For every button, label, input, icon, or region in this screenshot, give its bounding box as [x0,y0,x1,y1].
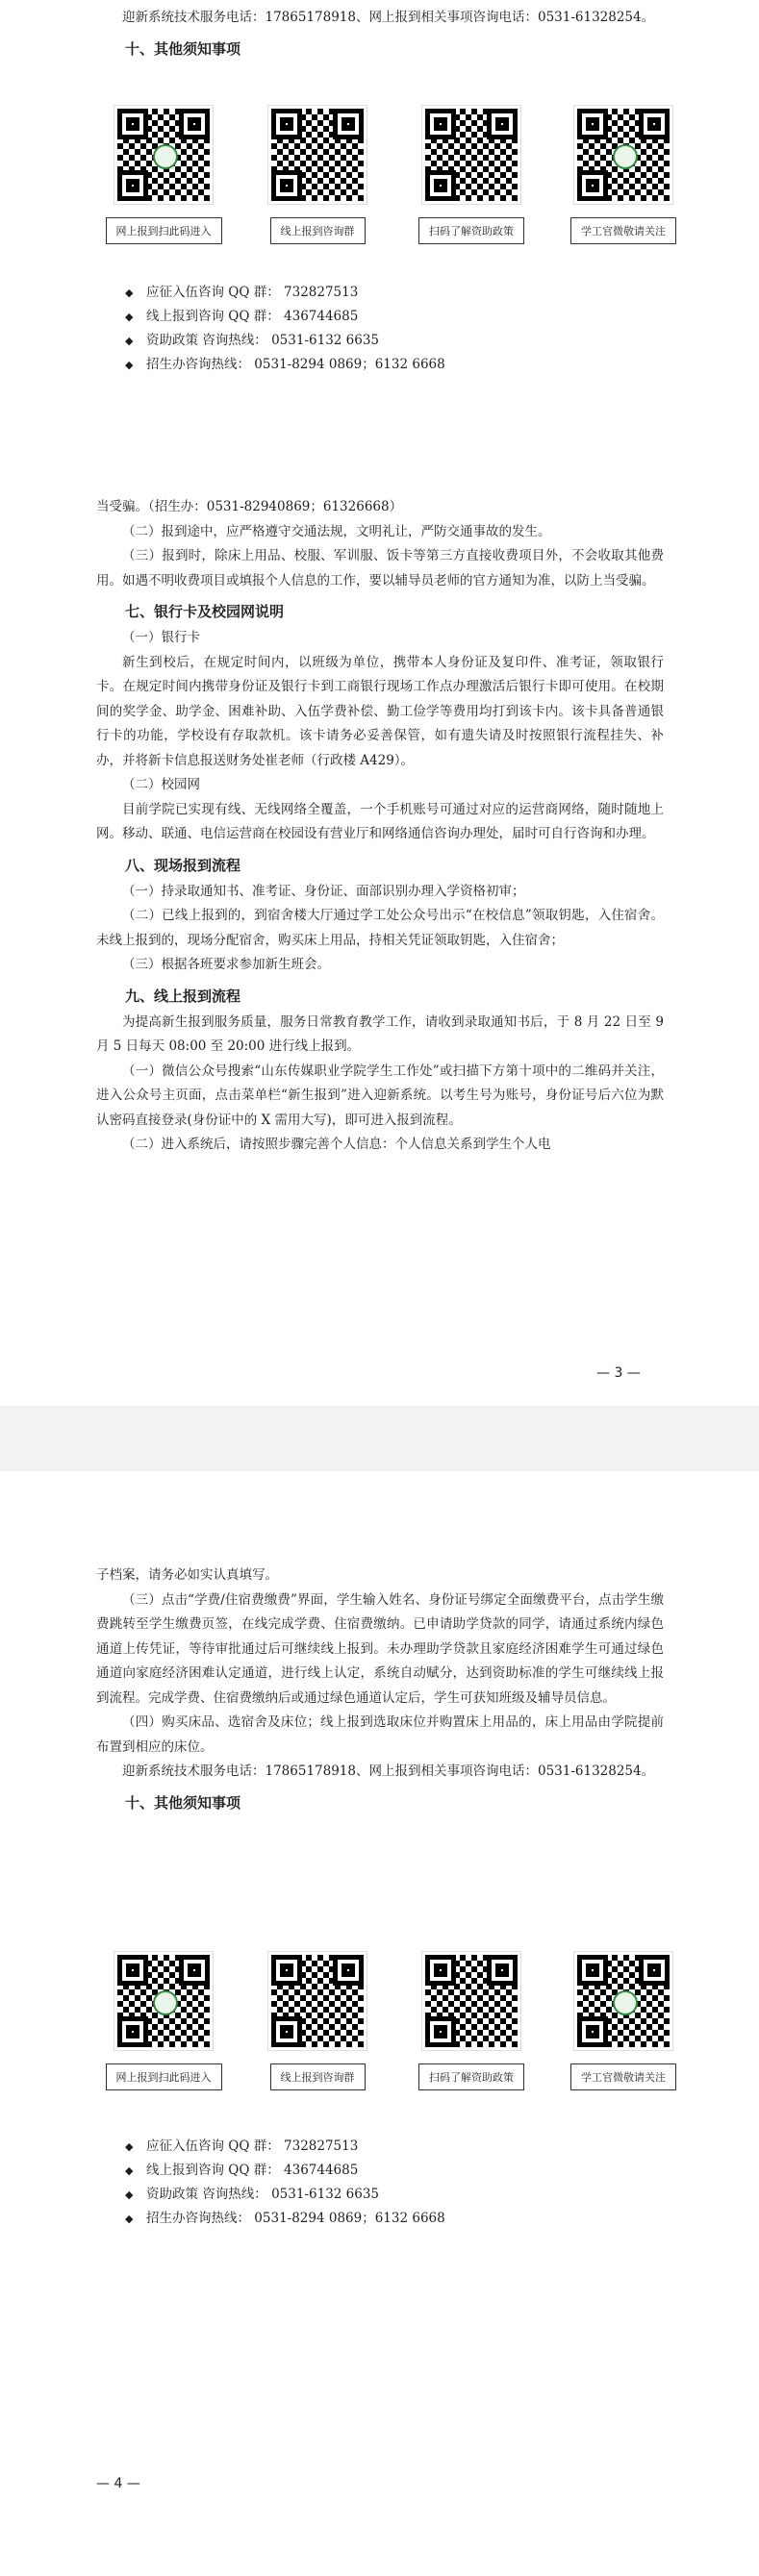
subheading-bank-card: （一）银行卡 [122,630,200,645]
qr-code-icon[interactable] [422,1952,520,2050]
qr-label: 线上报到咨询群 [270,2063,366,2090]
diamond-bullet-icon: ◆ [125,359,134,371]
contact-item: ◆ 资助政策 咨询热线： 0531-6132 6635 [125,2183,625,2207]
qr-label: 学工官微敬请关注 [570,2063,676,2090]
qr-label: 扫码了解资助政策 [418,217,524,244]
paragraph: （二）进入系统后，请按照步骤完善个人信息：个人信息关系到学生个人电 [122,1137,551,1152]
contact-item: ◆ 应征入伍咨询 QQ 群： 732827513 [125,2135,625,2159]
contact-list [125,2135,625,2231]
qr-item-wechat-official[interactable] [556,106,691,244]
section-ten-title: 十、其他须知事项 [125,1793,241,1812]
contact-item: ◆ 应征入伍咨询 QQ 群： 732827513 [125,281,625,305]
diamond-bullet-icon: ◆ [125,311,134,323]
top-contact-block [96,6,664,63]
contact-item: ◆ 线上报到咨询 QQ 群： 436744685 [125,2159,625,2183]
contact-list [125,281,625,377]
paragraph: （三）报到时，除床上用品、校服、军训服、饭卡等第三方直接收费项目外，不会收取其他费用。如遇不明收费项目或填报个人信息的工作，要以辅导员老师的官方通知为准，以防上当受骗。 [96,548,664,588]
body-text-block [96,495,664,1158]
contact-item: ◆ 线上报到咨询 QQ 群： 436744685 [125,305,625,329]
subheading-campus-net: （二）校园网 [122,777,200,792]
contact-item: ◆ 资助政策 咨询热线： 0531-6132 6635 [125,329,625,353]
qr-code-icon[interactable] [574,106,672,204]
paragraph: 目前学院已实现有线、无线网络全覆盖，一个手机账号可通过对应的运营商网络，随时随地上网。移动、联通、电信运营商在校园设有营业厅和网络通信咨询办理处，届时可自行咨询和办理。 [96,801,664,841]
qr-item-register[interactable] [96,1952,231,2090]
section-nine-title: 九、线上报到流程 [125,987,241,1005]
diamond-bullet-icon: ◆ [125,2188,134,2201]
qr-code-icon[interactable] [114,106,213,204]
qr-code-icon[interactable] [268,1952,367,2050]
document-page-4 [0,1471,759,2576]
qr-code-icon[interactable] [268,106,367,204]
qr-code-icon[interactable] [114,1952,213,2050]
paragraph: （三）根据各班要求参加新生班会。 [122,957,330,972]
paragraph: （一）持录取通知书、准考证、身份证、面部识别办理入学资格初审； [122,883,525,899]
qr-item-register[interactable] [96,106,231,244]
qr-item-consult-group[interactable] [250,1952,385,2090]
paragraph: （二）已线上报到的，到宿舍楼大厅通过学工处公众号出示“在校信息”领取钥匙，入住宿舍。未线上报到的，现场分配宿舍，购买床上用品，持相关凭证领取钥匙，入住宿舍； [96,908,664,948]
diamond-bullet-icon: ◆ [125,287,134,299]
qr-item-aid-policy[interactable] [404,1952,539,2090]
page-number: — 4 — [96,2476,140,2491]
paragraph: 新生到校后，在规定时间内，以班级为单位，携带本人身份证及复印件、准考证，领取银行卡。在规定时间内携带身份证及银行卡到工商银行现场工作点办理激活后银行卡即可使用。在校期间的奖学金、助学金、困难补助、入伍学费补偿、勤工俭学等费用均打到该卡内。该卡具备普通银行卡的功能，学校设有存取款机。该卡请务必妥善保管，如有遗失请及时按照银行流程挂失、补办，并将新卡信息报送财务处崔老师（行政楼 A429）。 [96,654,664,768]
paragraph: 为提高新生报到服务质量，服务日常教育教学工作，请收到录取通知书后，于 8 月 22 日至 9 月 5 日每天 08:00 至 20:00 进行线上报到。 [96,1013,664,1054]
paragraph: （二）报到途中，应严格遵守交通法规，文明礼让，严防交通事故的发生。 [122,523,551,539]
section-ten-title: 十、其他须知事项 [125,39,241,58]
qr-label: 扫码了解资助政策 [418,2063,524,2090]
qr-label: 学工官微敬请关注 [570,217,676,244]
paragraph: （三）点击“学费/住宿费缴费”界面，学生输入姓名、身份证号绑定全面缴费平台，点击学生缴费跳转至学生缴费页签，在线完成学费、住宿费缴纳。已申请助学贷款的同学，请通过系统内绿色通道上传凭证，等待审批通过后可继续线上报到。未办理助学贷款且家庭经济困难学生可通过绿色通道向家庭经济困难认定通道，进行线上认定，系统自动赋分，达到资助标准的学生可继续线上报到流程。完成学费、住宿费缴纳后或通过绿色通道认定后，学生可获知班级及辅导员信息。 [96,1591,664,1706]
qr-item-wechat-official[interactable] [556,1952,691,2090]
qr-code-icon[interactable] [574,1952,672,2050]
diamond-bullet-icon: ◆ [125,2140,134,2153]
tech-service-phone-text: 迎新系统技术服务电话：17865178918、网上报到相关事项咨询电话：0531-61328254。 [122,1763,655,1779]
diamond-bullet-icon: ◆ [125,2213,134,2225]
paragraph: （四）购买床品、选宿舍及床位；线上报到选取床位并购置床上用品的，床上用品由学院提前布置到相应的床位。 [96,1714,664,1755]
contact-item: ◆ 招生办咨询热线： 0531-8294 0869；6132 6668 [125,2207,625,2231]
section-eight-title: 八、现场报到流程 [125,856,241,874]
body-text-block [96,1563,664,1817]
contact-item: ◆ 招生办咨询热线： 0531-8294 0869；6132 6668 [125,353,625,377]
qr-item-consult-group[interactable] [250,106,385,244]
qr-item-aid-policy[interactable] [404,106,539,244]
diamond-bullet-icon: ◆ [125,335,134,347]
qr-label: 网上报到扫此码进入 [106,217,222,244]
diamond-bullet-icon: ◆ [125,2164,134,2177]
paragraph: （一）微信公众号搜索“山东传媒职业学院学生工作处”或扫描下方第十项中的二维码并关注，进入公众号主页面，点击菜单栏“新生报到”进入迎新系统。以考生号为账号，身份证号后六位为默认密码直接登录(身份证中的 X 需用大写)，即可进入报到流程。 [96,1063,664,1128]
qr-code-row [96,1952,693,2096]
qr-label: 线上报到咨询群 [270,217,366,244]
tech-service-phone-text: 迎新系统技术服务电话：17865178918、网上报到相关事项咨询电话：0531-61328254。 [122,10,655,25]
page-number: — 3 — [596,1365,641,1381]
qr-code-icon[interactable] [422,106,520,204]
paragraph: 子档案，请务必如实认真填写。 [96,1567,278,1583]
section-seven-title: 七、银行卡及校园网说明 [125,603,285,620]
paragraph: 当受骗。（招生办：0531-82940869；61326668） [96,499,403,514]
qr-label: 网上报到扫此码进入 [106,2063,222,2090]
qr-code-row [96,106,693,250]
